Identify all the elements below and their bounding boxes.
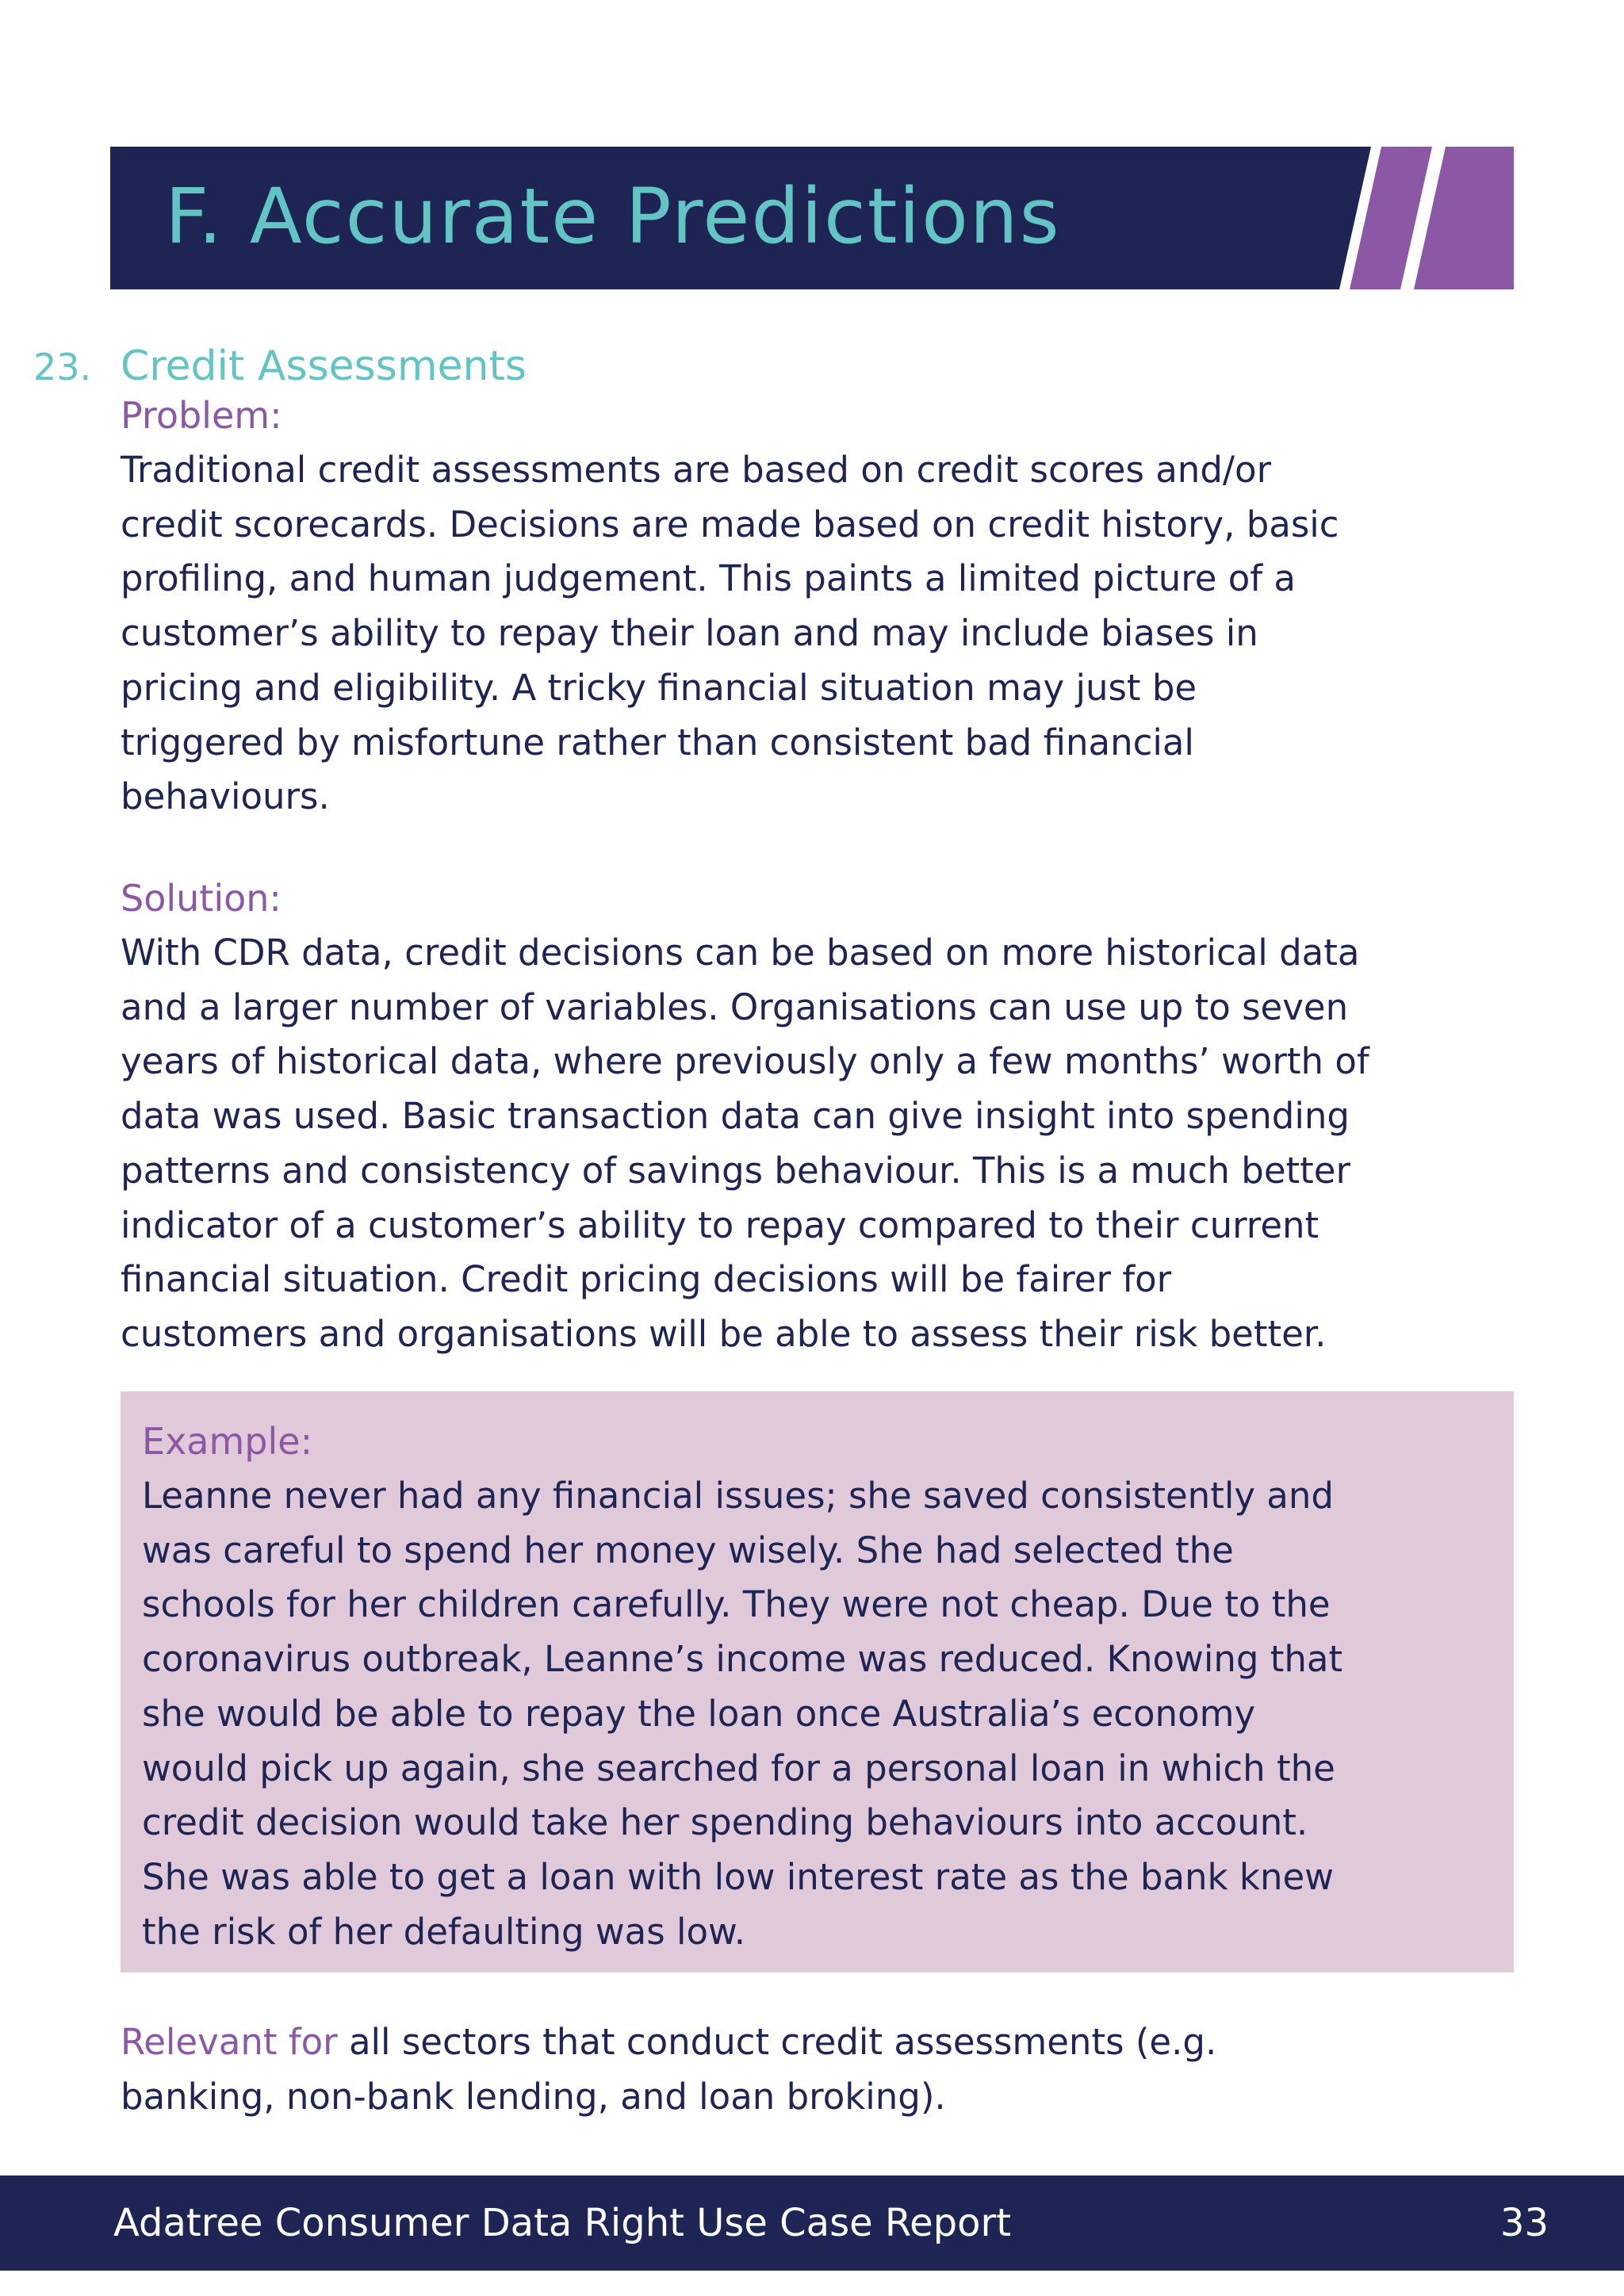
solution-label: Solution: [121,877,282,920]
section-number: 23. [33,346,92,388]
example-box [121,1391,1514,1973]
relevant-for-text [121,2015,1516,2124]
page-footer [0,2175,1624,2271]
relevant-for-label: Relevant for [121,2021,338,2063]
example-text: Leanne never had any financial issues; she saved consistently and was careful to spend her money wisely. She had selected the schools for her children carefully. They were not cheap. Due to the coronavirus outbreak, Leanne’s income was reduced. Knowing that she would be able to repay the loan once Australia’s economy would pick up again, she searched for a personal loan in which the credit decision would take her spending behaviours into account. She was able to get a loan with low interest rate as the bank knew the risk of her defaulting was low. [142,1475,1343,1953]
section-title: Credit Assessments [121,342,527,390]
solution-text: With CDR data, credit decisions can be based on more historical data and a larger number of variables. Organisations can use up to seven years of historical data, where previously only a few months’ worth of data was used. Basic transaction data can give insight into spending patterns and consistency of savings behaviour. This is a much better indicator of a customer’s ability to repay compared to their current financial situation. Credit pricing decisions will be fairer for customers and organisations will be able to assess their risk better. [121,932,1369,1355]
banner-stripe-right [1414,147,1514,289]
problem-label: Problem: [121,394,282,437]
banner-title: F. Accurate Predictions [165,172,1061,261]
section-heading [33,338,527,396]
footer-title: Adatree Consumer Data Right Use Case Report [113,2201,1012,2245]
page-number: 33 [1500,2201,1549,2245]
problem-text: Traditional credit assessments are based on credit scores and/or credit scorecards. Decisions are made based on credit history, basic profiling, and human judgement. This paints a limited picture of a customer’s ability to repay their loan and may include biases in pricing and eligibility. A tricky financial situation may just be triggered by misfortune rather than consistent bad financial behaviours. [121,449,1339,818]
section-banner [110,147,1514,289]
example-label: Example: [142,1420,313,1463]
relevant-for-body: all sectors that conduct credit assessments (e.g. banking, non-bank lending, and loan broking). [121,2021,1217,2118]
